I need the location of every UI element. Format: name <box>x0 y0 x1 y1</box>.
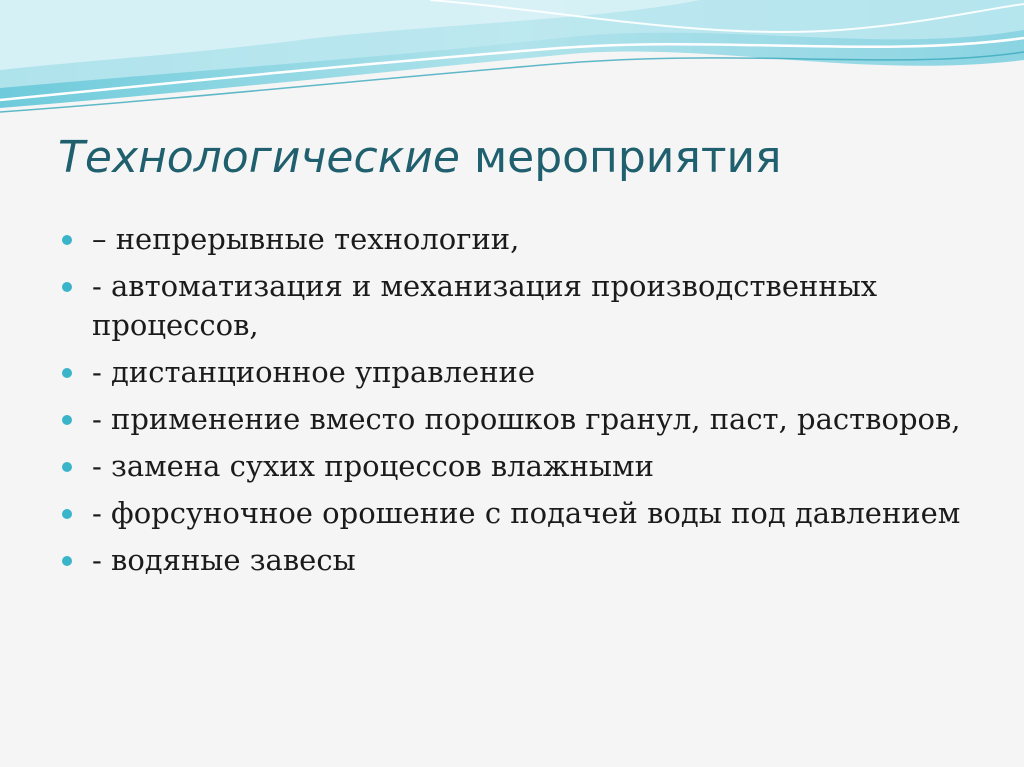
list-item <box>62 541 972 580</box>
list-item-text: - замена сухих процессов влажными <box>92 449 654 483</box>
bullet-list <box>62 220 972 588</box>
bullet-dot-icon <box>62 415 72 425</box>
bullet-dot-icon <box>62 282 72 292</box>
list-item-text: – непрерывные технологии, <box>92 222 520 256</box>
bullet-dot-icon <box>62 235 72 245</box>
list-item <box>62 353 972 392</box>
title-part-italic: Технологические <box>58 132 460 183</box>
bullet-dot-icon <box>62 462 72 472</box>
list-item <box>62 494 972 533</box>
bullet-dot-icon <box>62 368 72 378</box>
list-item <box>62 400 972 439</box>
list-item <box>62 267 972 345</box>
list-item-text: - форсуночное орошение с подачей воды под давлением <box>92 496 961 530</box>
list-item-text: - автоматизация и механизация производственных процессов, <box>92 269 878 342</box>
list-item <box>62 447 972 486</box>
bullet-dot-icon <box>62 556 72 566</box>
bullet-dot-icon <box>62 509 72 519</box>
list-item-text: - водяные завесы <box>92 543 356 577</box>
list-item-text: - дистанционное управление <box>92 355 536 389</box>
page-title <box>58 132 782 185</box>
title-part-regular: мероприятия <box>473 132 782 183</box>
decorative-wave-header <box>0 0 1024 130</box>
list-item <box>62 220 972 259</box>
list-item-text: - применение вместо порошков гранул, паст, растворов, <box>92 402 961 436</box>
